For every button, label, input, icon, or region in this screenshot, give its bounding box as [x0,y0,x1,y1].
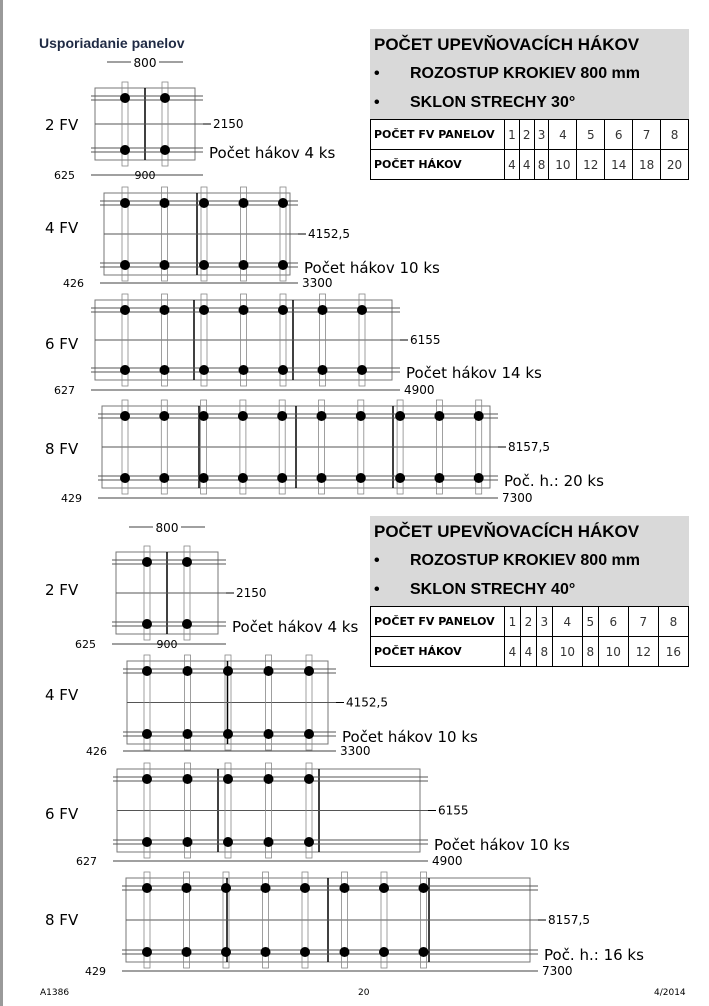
table-cell: 4 [549,120,577,150]
span-dimension: 7300 [502,491,533,505]
table-cell: 6 [598,607,628,637]
height-dimension: 2150 [236,586,267,600]
footer-code: A1386 [40,988,70,998]
span-dimension: 7300 [542,964,573,978]
height-dimension: 6155 [410,333,441,347]
table-cell: 18 [633,150,661,180]
hook-dot [120,473,130,483]
hook-dot [159,473,169,483]
hook-dot [264,837,274,847]
hook-dot [264,666,274,676]
hook-dot [239,365,249,375]
left-offset-dimension: 429 [61,492,82,505]
panel-count-label: 2 FV [45,116,79,134]
hook-dot [278,305,288,315]
table-cell: 12 [577,150,605,180]
table-cell: 4 [505,150,520,180]
table-cell: 2 [520,607,536,637]
left-offset-dimension: 625 [54,169,75,182]
row-label: POČET HÁKOV [371,150,505,180]
height-dimension: 4152,5 [346,695,388,710]
hook-dot [264,774,274,784]
table-cell: 16 [658,637,688,667]
row-label: POČET HÁKOV [371,637,505,667]
table-cell: 7 [628,607,658,637]
hook-dot [142,729,152,739]
hook-dot [434,411,444,421]
hook-dot [357,365,367,375]
hook-dot [183,666,193,676]
hook-dot [474,411,484,421]
table-cell: 6 [605,120,633,150]
hook-dot [183,729,193,739]
span-dimension: 4900 [432,854,463,868]
hook-dot [182,883,192,893]
hook-dot [199,473,209,483]
hook-dot [317,411,327,421]
hook-dot [223,837,233,847]
hook-dot [160,260,170,270]
table-cell: 8 [534,150,549,180]
hook-dot [278,260,288,270]
hook-dot [142,557,152,567]
hook-dot [221,947,231,957]
table-cell: 4 [505,637,521,667]
table-cell: 4 [520,637,536,667]
hook-dot [160,365,170,375]
table-cell: 4 [552,607,582,637]
hook-count-label: Poč. h.: 20 ks [504,472,604,490]
hook-dot [160,198,170,208]
table-cell: 10 [598,637,628,667]
info-bullet-slope: SKLON STRECHY 30° [410,94,576,111]
hook-count-label: Počet hákov 4 ks [209,144,336,162]
height-dimension: 8157,5 [508,440,550,454]
hook-dot [318,365,328,375]
hook-dot [356,411,366,421]
hook-dot [340,883,350,893]
left-offset-dimension: 426 [63,277,84,290]
hook-dot [304,837,314,847]
hook-dot [419,883,429,893]
row-label: POČET FV PANELOV [371,607,505,637]
hook-dot [261,947,271,957]
table-cell: 4 [519,150,534,180]
hook-dot [183,837,193,847]
table-cell: 12 [628,637,658,667]
hook-dot [304,666,314,676]
hook-dot [199,198,209,208]
table-cell: 8 [582,637,598,667]
table-cell: 5 [582,607,598,637]
hook-dot [340,947,350,957]
hook-dot [304,774,314,784]
hook-count-label: Poč. h.: 16 ks [544,946,644,964]
footer-date: 4/2014 [654,988,686,998]
hook-dot [182,619,192,629]
table-cell: 1 [505,120,520,150]
hook-dot [199,305,209,315]
panel-count-label: 8 FV [45,911,79,929]
table-cell: 3 [534,120,549,150]
table-cell: 5 [577,120,605,150]
hook-dot [261,883,271,893]
hook-count-label: Počet hákov 14 ks [406,364,542,382]
hook-count-label: Počet hákov 4 ks [232,618,359,636]
hook-dot [238,411,248,421]
left-offset-dimension: 426 [86,745,107,758]
hook-spacing-dimension: 900 [134,169,156,182]
hook-dot [419,947,429,957]
hook-dot [318,305,328,315]
height-dimension: 4152,5 [308,227,350,241]
hook-dot [239,305,249,315]
info-bullet-spacing: ROZOSTUP KROKIEV 800 mm [410,552,640,569]
rafter-spacing-dimension: 800 [133,56,157,70]
left-offset-dimension: 627 [54,384,75,397]
hook-dot [223,729,233,739]
left-offset-dimension: 627 [76,855,97,868]
span-dimension: 4900 [404,383,435,397]
hook-dot [357,305,367,315]
rafter-spacing-dimension: 800 [155,521,179,535]
hooks-info-box-40: POČET UPEVŇOVACÍCH HÁKOV • ROZOSTUP KROKIEV 800 mm • SKLON STRECHY 40° POČET FV PANELOV 1 2 3 4 5 6 7 8 POČET HÁKOV 4 4 8 10 8 10 12 16 [370,516,689,667]
hook-dot [182,557,192,567]
hook-dot [120,305,130,315]
hook-dot [160,93,170,103]
hook-dot [142,619,152,629]
hook-count-label: Počet hákov 10 ks [434,836,570,854]
hook-dot [356,473,366,483]
hook-dot [264,729,274,739]
table-cell: 14 [605,150,633,180]
hook-dot [120,145,130,155]
hook-dot [474,473,484,483]
hook-dot [434,473,444,483]
hook-dot [160,305,170,315]
height-dimension: 6155 [438,803,469,818]
hook-dot [238,473,248,483]
hook-dot [142,666,152,676]
panel-count-label: 6 FV [45,335,79,353]
hook-dot [395,473,405,483]
span-dimension: 3300 [340,744,371,758]
hook-dot [379,883,389,893]
hook-dot [159,411,169,421]
hook-dot [223,774,233,784]
table-cell: 1 [505,607,521,637]
table-cell: 8 [658,607,688,637]
panel-count-label: 4 FV [45,686,79,704]
hook-dot [379,947,389,957]
left-offset-dimension: 429 [85,965,106,978]
table-cell: 8 [661,120,689,150]
hook-dot [142,774,152,784]
page-title: Usporiadanie panelov [39,35,185,51]
hook-dot [120,411,130,421]
span-dimension: 3300 [302,276,333,290]
hook-dot [278,365,288,375]
hook-dot [300,883,310,893]
hook-dot [142,837,152,847]
height-dimension: 8157,5 [548,913,590,927]
info-bullet-slope: SKLON STRECHY 40° [410,581,576,598]
hook-dot [300,947,310,957]
hook-dot [199,365,209,375]
panel-count-label: 8 FV [45,440,79,458]
height-dimension: 2150 [213,117,244,131]
hook-dot [304,729,314,739]
table-cell: 7 [633,120,661,150]
hook-dot [199,411,209,421]
panel-count-label: 6 FV [45,805,79,823]
table-cell: 2 [519,120,534,150]
row-label: POČET FV PANELOV [371,120,505,150]
table-cell: 8 [536,637,552,667]
hook-dot [221,883,231,893]
hook-dot [183,774,193,784]
hook-dot [277,411,287,421]
hook-dot [278,198,288,208]
hook-dot [160,145,170,155]
hook-count-label: Počet hákov 10 ks [342,728,478,746]
hook-dot [120,93,130,103]
hooks-info-box-30: POČET UPEVŇOVACÍCH HÁKOV • ROZOSTUP KROKIEV 800 mm • SKLON STRECHY 30° POČET FV PANELOV 1 2 3 4 5 6 7 8 POČET HÁKOV 4 4 8 10 12 14 18 20 [370,29,689,180]
hook-dot [317,473,327,483]
hook-dot [120,198,130,208]
hook-dot [142,883,152,893]
table-cell: 20 [661,150,689,180]
table-cell: 3 [536,607,552,637]
hook-dot [239,260,249,270]
table-cell: 10 [549,150,577,180]
footer-page-number: 20 [358,988,370,998]
info-heading: POČET UPEVŇOVACÍCH HÁKOV [374,522,640,541]
table-cell: 10 [552,637,582,667]
hook-spacing-dimension: 900 [156,638,178,651]
panel-count-label: 4 FV [45,219,79,237]
hook-count-label: Počet hákov 10 ks [304,259,440,277]
hook-dot [239,198,249,208]
hook-dot [120,260,130,270]
hook-dot [120,365,130,375]
hook-dot [277,473,287,483]
info-bullet-spacing: ROZOSTUP KROKIEV 800 mm [410,65,640,82]
hook-dot [182,947,192,957]
panel-count-label: 2 FV [45,581,79,599]
left-offset-dimension: 625 [75,638,96,651]
hook-dot [142,947,152,957]
hook-dot [199,260,209,270]
info-heading: POČET UPEVŇOVACÍCH HÁKOV [374,35,640,54]
hook-dot [395,411,405,421]
hook-dot [223,666,233,676]
